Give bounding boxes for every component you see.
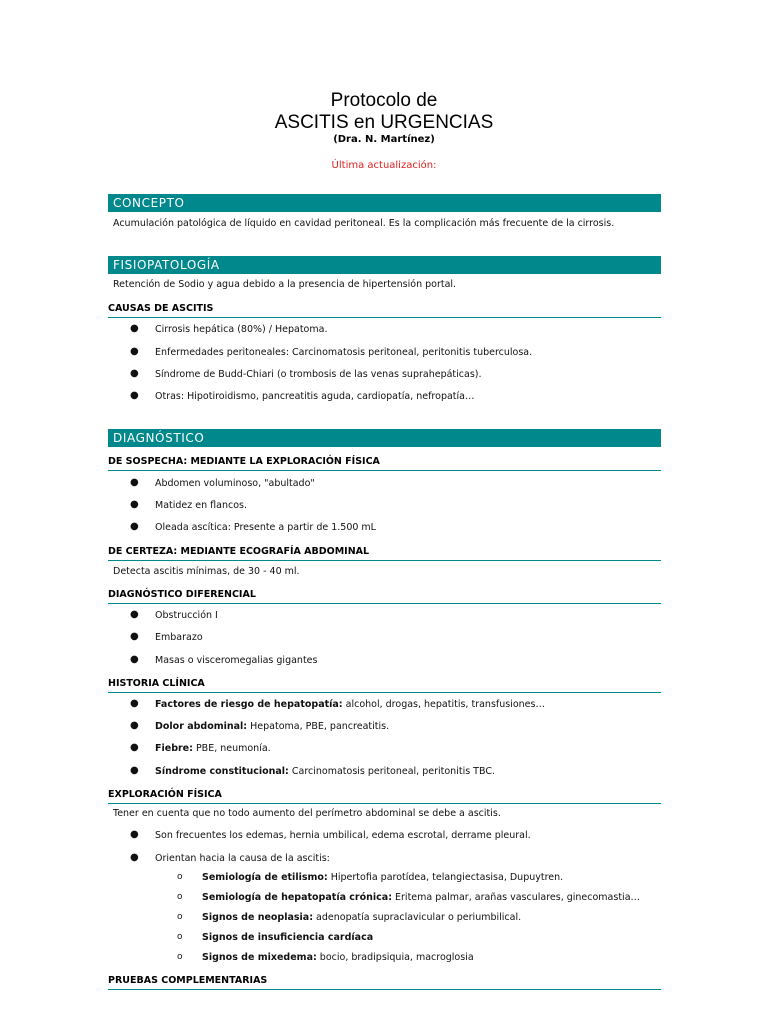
section-heading-fisiopatologia: FISIOPATOLOGÍA (108, 256, 661, 274)
bullet-icon: ● (130, 521, 139, 532)
circle-bullet-icon: o (177, 892, 183, 902)
title-line-1: Protocolo de (330, 90, 438, 111)
bullet-icon: ● (130, 698, 139, 709)
author-line: (Dra. N. Martínez) (333, 134, 435, 145)
bullet-icon: ● (130, 477, 139, 488)
title-line-2: ASCITIS en URGENCIAS (274, 112, 494, 133)
document-page: Protocolo de ASCITIS en URGENCIAS (Dra. N. Martínez) Última actualización: CONCEPTO Acumulación patológica de líquido en cavidad peritoneal. Es la complicación más frecuente de la cirrosis. FISIOPATOLOGÍA Retención de Sodio y agua debido a la presencia de hipertensión portal. CAUSAS DE ASCITIS ● Cirrosis hepática (80%) / Hepatoma. ● Enfermedades peritoneales: Carcinomatosis peritoneal, peritonitis tuberculosa. ● Síndrome de Budd-Chiari (o trombosis de las venas suprahepáticas). ● Otras: Hipotiroidismo, pancreatitis aguda, cardiopatía, nefropatía… DIAGNÓSTICO DE SOSPECHA: MEDIANTE LA EXPLORACIÓN FÍSICA ● Abdomen voluminoso, "abultado" ● Matidez en flancos. ● Oleada ascítica: Presente a partir de 1.500 mL DE CERTEZA: MEDIANTE ECOGRAFÍA ABDOMINAL Detecta ascitis mínimas, de 30 - 40 ml. DIAGNÓSTICO DIFERENCIAL ● Obstrucción I ● Embarazo ● Masas o visceromegalias gigantes HISTORIA CLÍNICA ● Factores de riesgo de hepatopatía: alcohol, drogas, hepatitis, transfusiones… ● Dolor abdominal: Hepatoma, PBE, pancreatitis. ● Fiebre: PBE, neumonía. ● Síndrome constitucional: Carcinomatosis peritoneal, peritonitis TBC. EXPLORACIÓN FÍSICA Tener en cuenta que no todo aumento del perímetro abdominal se debe a ascitis. ● Son frecuentes los edemas, hernia umbilical, edema escrotal, derrame pleural. ● Orientan hacia la causa de la ascitis: o Semiología de etilismo: Hipertofia parotídea, telangiectasisa, Dupuytren. o Semiología de hepatopatía crónica: Eritema palmar, arañas vasculares, ginecomastia… o Signos de neoplasia: adenopatía supraclavicular o periumbilical. o Signos de insuficiencia cardíaca o Signos de mixedema: bocio, bradipsiquia, macroglosia PRUEBAS COMPLEMENTARIAS (0, 0, 768, 1024)
subheading-diferencial: DIAGNÓSTICO DIFERENCIAL (108, 588, 661, 604)
section-heading-diagnostico: DIAGNÓSTICO (108, 429, 661, 447)
fisiopatologia-text: Retención de Sodio y agua debido a la presencia de hipertensión portal. (113, 279, 457, 290)
bullet-icon: ● (130, 368, 139, 379)
bullet-icon: ● (130, 742, 139, 753)
bullet-icon: ● (130, 390, 139, 401)
bullet-icon: ● (130, 852, 139, 863)
concepto-text: Acumulación patológica de líquido en cavidad peritoneal. Es la complicación más frecuente de la cirrosis. (113, 218, 615, 229)
bullet-icon: ● (130, 720, 139, 731)
bullet-icon: ● (130, 499, 139, 510)
bullet-icon: ● (130, 631, 139, 642)
certeza-text: Detecta ascitis mínimas, de 30 - 40 ml. (113, 566, 300, 577)
bullet-icon: ● (130, 609, 139, 620)
subheading-sospecha: DE SOSPECHA: MEDIANTE LA EXPLORACIÓN FÍSICA (108, 455, 661, 471)
bullet-icon: ● (130, 765, 139, 776)
subheading-exploracion: EXPLORACIÓN FÍSICA (108, 788, 661, 804)
bullet-icon: ● (130, 346, 139, 357)
circle-bullet-icon: o (177, 872, 183, 882)
subheading-pruebas: PRUEBAS COMPLEMENTARIAS (108, 974, 661, 990)
section-heading-concepto: CONCEPTO (108, 194, 661, 212)
circle-bullet-icon: o (177, 952, 183, 962)
exploracion-text: Tener en cuenta que no todo aumento del perímetro abdominal se debe a ascitis. (113, 808, 501, 819)
subheading-certeza: DE CERTEZA: MEDIANTE ECOGRAFÍA ABDOMINAL (108, 545, 661, 561)
subheading-historia: HISTORIA CLÍNICA (108, 677, 661, 693)
circle-bullet-icon: o (177, 932, 183, 942)
last-updated: Última actualización: (331, 160, 437, 171)
subheading-causas: CAUSAS DE ASCITIS (108, 302, 661, 318)
bullet-icon: ● (130, 323, 139, 334)
bullet-icon: ● (130, 654, 139, 665)
circle-bullet-icon: o (177, 912, 183, 922)
bullet-icon: ● (130, 829, 139, 840)
